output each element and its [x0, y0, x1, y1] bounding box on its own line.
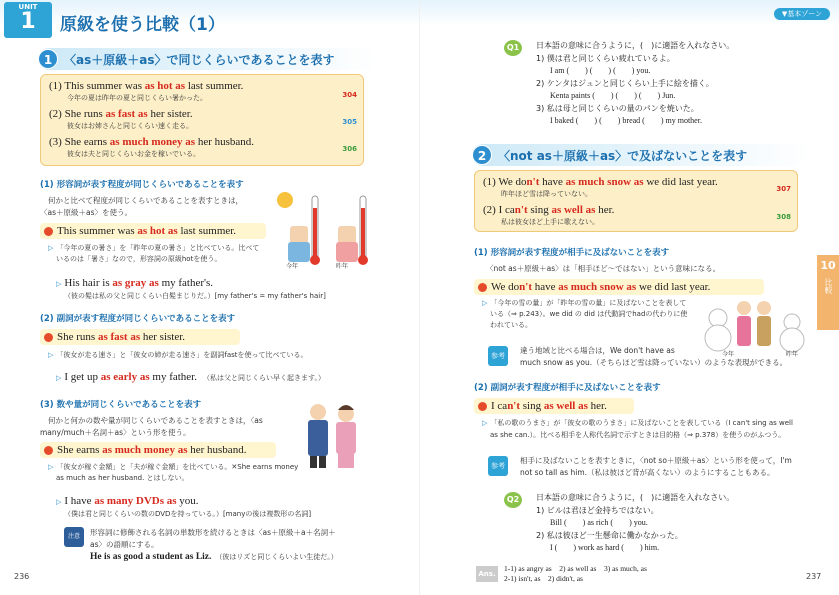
- page-title: 原級を使う比較（1）: [60, 15, 225, 35]
- r-label-this-year: 今年: [722, 351, 735, 358]
- sub2-example-2: ▷ I get up as early as my father. （私は父と同じくらい早く起きます。）: [56, 371, 325, 383]
- q2-item-2: 2) 私は彼ほど一生懸命に働かなかった。: [536, 531, 683, 540]
- section-2-title: 〈not as＋原級＋as〉で及ばないことを表す: [498, 148, 748, 163]
- examples-box-1: [40, 74, 364, 166]
- unit-badge: [4, 2, 52, 38]
- r-sub1-example: We don't have as much snow as we did last year.: [474, 279, 764, 295]
- unit-label: UNIT: [18, 3, 38, 11]
- q1-item-1: 1) 僕は君と同じくらい疲れているよ。: [536, 54, 675, 63]
- q1-item-2: 2) ケンタはジュンと同じくらい上手に絵を描く。: [536, 79, 714, 88]
- example-3: (3) She earns as much money as her husband.: [49, 136, 255, 148]
- answer-line-2: 2-1) isn't, as 2) didn't, as: [504, 574, 583, 583]
- example-4-num: 307: [776, 185, 791, 193]
- sub2-example-bar: [40, 329, 240, 345]
- snowman-illustration: [704, 296, 808, 356]
- sub3-example-2-jp: （僕は君と同じくらいの数のDVDを持っている。）[manyの後は複数形の名詞]: [64, 510, 312, 518]
- q1-item-2-en: Kenta paints ( ) ( ) ( ) Jun.: [550, 91, 676, 100]
- q2-item-1-en: Bill ( ) as rich ( ) you.: [550, 518, 648, 527]
- page-divider: [419, 0, 420, 595]
- pencil-icon: [478, 402, 487, 411]
- q2-item-1: 1) ビルは君ほど金持ちではない。: [536, 506, 659, 515]
- r-sub1-note-1: ▷ 「今年の雪の量」が「昨年の雪の量」に及ばないことを表して: [482, 299, 687, 307]
- pencil-icon: [44, 446, 53, 455]
- example-5: (2) I can't sing as well as her.: [483, 204, 615, 216]
- r-sub2-example-bar: [474, 398, 634, 414]
- section-1-title: 〈as＋原級＋as〉で同じくらいであることを表す: [64, 52, 335, 67]
- chapter-tab-number: 10: [820, 259, 836, 272]
- sub1-example-bar: [40, 223, 266, 239]
- r-sub2-note-2: as she can.）。比べる相手を人称代名詞で示すときは目的格（⇒ p.378）を使うのがふつう。: [490, 431, 786, 439]
- caution-line-1: 形容詞に修飾される名詞の単数形を続けるときは〈as＋原級＋a＋名詞＋: [90, 528, 336, 537]
- label-last-year: 昨年: [336, 263, 349, 270]
- q1-item-3-en: I baked ( ) ( ) bread ( ) my mother.: [550, 116, 702, 125]
- example-1-jp: 今年の夏は昨年の夏と同じくらい暑かった。: [67, 94, 207, 102]
- r-sub2-note-1: ▷ 「私の歌のうまさ」が「彼女の歌のうまさ」に及ばないことを表している（I can't sing as well: [482, 419, 793, 427]
- ref-1-line-2: much snow as you.（そちらほど雪は降っていない）のような表現ができる。: [520, 358, 788, 367]
- label-this-year: 今年: [286, 263, 299, 270]
- sub3-example-2: ▷ I have as many DVDs as you.: [56, 495, 199, 507]
- ref-1-line-1: 違う地域と比べる場合は，We don't have as: [520, 346, 675, 355]
- q1-item-1-en: I am ( ) ( ) ( ) you.: [550, 66, 651, 75]
- pencil-icon: [44, 333, 53, 342]
- sub1-note-2: いるのは「暑さ」なので，形容詞の原級hotを使う。: [56, 255, 222, 263]
- zone-badge: ▼基本ゾーン: [774, 8, 830, 20]
- page-number-right: 237: [806, 572, 822, 581]
- pencil-icon: [44, 227, 53, 236]
- q2-lead: 日本語の意味に合うように，( )に適語を入れなさい。: [536, 493, 735, 502]
- r-sub1-note-2: いる（⇒ p.243）。we did の did は代動詞でhadの代わりに使: [490, 310, 688, 318]
- sub3-note-2: as much as her husband. とはしない。: [56, 474, 189, 482]
- answer-line-1: 1-1) as angry as 2) as well as 3) as much, as: [504, 564, 647, 573]
- sub3-example: She earns as much money as her husband.: [40, 442, 276, 458]
- q1-lead: 日本語の意味に合うように，( )に適語を入れなさい。: [536, 41, 735, 50]
- r-sub1-note-3: われている。: [490, 321, 532, 329]
- thermometer-illustration: [270, 186, 370, 272]
- caution-line-2: as〉の語順にする。: [90, 540, 159, 549]
- r-sub1-example-bar: [474, 279, 764, 295]
- example-5-num: 308: [776, 213, 791, 221]
- ref-2-badge: 参考: [488, 456, 508, 476]
- couple-illustration: [300, 400, 364, 470]
- ref-1-badge: 参考: [488, 346, 508, 366]
- section-1-header: [38, 48, 378, 70]
- r-sub1-title: (1) 形容詞が表す程度が相手に及ばないことを表す: [474, 248, 670, 258]
- ref-2-line-2: not so tall as him.（私は彼ほど背が高くない）のようにすることもある。: [520, 468, 775, 477]
- r-label-last-year: 昨年: [786, 351, 799, 358]
- sub1-lead-2: 〈as＋原級＋as〉を使う。: [40, 208, 133, 217]
- sub1-example-2-jp: （彼の髪は私の父と同じくらい白髪まじりだ。）[my father's = my father's hair]: [64, 292, 326, 300]
- sub1-title: (1) 形容詞が表す程度が同じくらいであることを表す: [40, 180, 244, 190]
- sub1-note-1: ▷ 「今年の夏の暑さ」を「昨年の夏の暑さ」と比べている。比べて: [48, 244, 260, 252]
- sub2-note: ▷ 「彼女が走る速さ」と「彼女の姉が走る速さ」を副詞fastを使って比べている。: [48, 351, 308, 359]
- example-4: (1) We don't have as much snow as we did last year.: [483, 176, 718, 188]
- example-1: (1) This summer was as hot as last summer.: [49, 80, 244, 92]
- chapter-tab-label: 比較: [824, 278, 833, 294]
- q1-item-3: 3) 私は母と同じくらいの量のパンを焼いた。: [536, 104, 699, 113]
- r-sub2-title: (2) 副詞が表す程度が相手に及ばないことを表す: [474, 383, 661, 393]
- page-number-left: 236: [14, 572, 30, 581]
- answer-badge: Ans.: [476, 566, 498, 582]
- r-sub1-lead: 〈not as＋原級＋as〉は「相手ほど～ではない」という意味になる。: [486, 264, 721, 273]
- sub3-lead-2: many/much＋名詞＋as〉という形を使う。: [40, 428, 191, 437]
- pencil-icon: [478, 283, 487, 292]
- sub1-example: This summer was as hot as last summer.: [40, 223, 266, 239]
- sub1-example-2: ▷ His hair is as gray as my father's.: [56, 277, 214, 289]
- sub1-lead-1: 何かと比べて程度が同じくらいであることを表すときは，: [48, 196, 243, 205]
- section-1-number: 1: [38, 49, 58, 69]
- example-4-jp: 昨年ほど雪は降っていない。: [501, 190, 592, 198]
- example-2-num: 305: [342, 118, 357, 126]
- example-1-num: 304: [342, 91, 357, 99]
- unit-number: 1: [20, 9, 36, 34]
- q2-badge: Q2: [504, 492, 522, 508]
- ref-2-line-1: 相手に及ばないことを表すときに，〈not so＋原級＋as〉という形を使って，I'm: [520, 456, 792, 465]
- caution-badge: 注意: [64, 527, 84, 547]
- examples-box-2: [474, 170, 798, 232]
- q2-item-2-en: I ( ) work as hard ( ) him.: [550, 543, 660, 552]
- example-5-jp: 私は彼女ほど上手に歌えない。: [501, 218, 599, 226]
- sub3-title: (3) 数や量が同じくらいであることを表す: [40, 400, 202, 410]
- sub2-title: (2) 副詞が表す程度が同じくらいであることを表す: [40, 314, 236, 324]
- sub3-example-bar: [40, 442, 276, 458]
- example-3-jp: 彼女は夫と同じくらいお金を稼いでいる。: [67, 150, 200, 158]
- section-2-number: 2: [472, 145, 492, 165]
- sub3-lead-1: 何かと何かの数や量が同じくらいであることを表すときは，〈as: [48, 416, 263, 425]
- chapter-tab[interactable]: [817, 255, 839, 330]
- example-3-num: 306: [342, 145, 357, 153]
- sub2-example: She runs as fast as her sister.: [40, 329, 240, 345]
- sub3-note-1: ▷ 「彼女が稼ぐ金額」と「夫が稼ぐ金額」を比べている。✕She earns money: [48, 463, 299, 471]
- section-2-header: [472, 144, 812, 166]
- example-2: (2) She runs as fast as her sister.: [49, 108, 193, 120]
- q1-badge: Q1: [504, 40, 522, 56]
- caution-example: He is as good a student as Liz. （彼はリズと同じくらいよい生徒だ。）: [90, 552, 338, 562]
- example-2-jp: 彼女はお姉さんと同じくらい速く走る。: [67, 122, 193, 130]
- r-sub2-example: I can't sing as well as her.: [474, 398, 634, 414]
